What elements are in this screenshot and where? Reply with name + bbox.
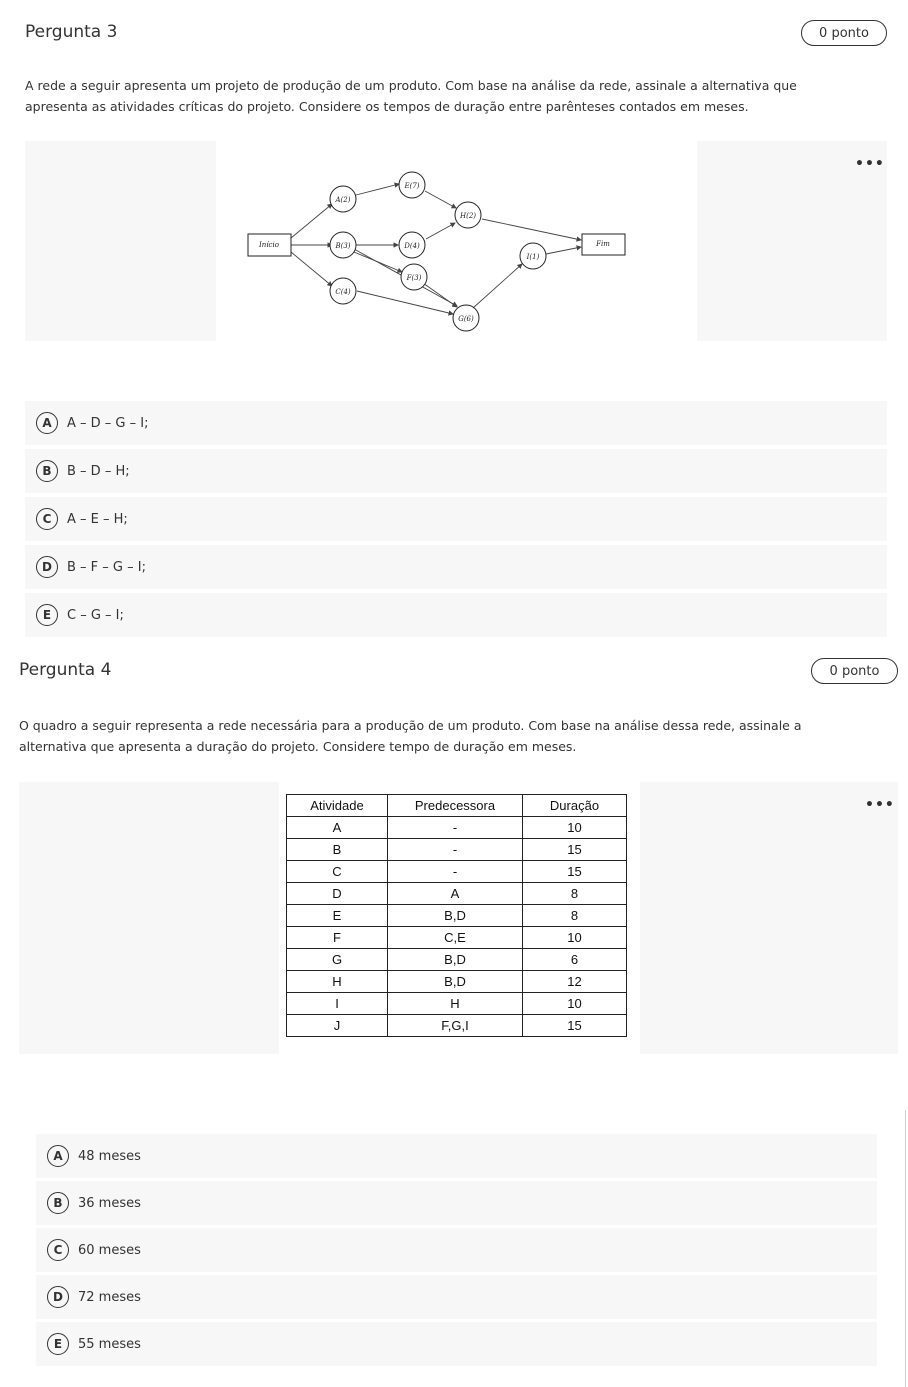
table-cell: J: [287, 1015, 388, 1037]
network-node-b-label: B(3): [335, 242, 351, 250]
table-cell: B: [287, 839, 388, 861]
option-letter-circle: C: [36, 508, 58, 530]
table-cell: D: [287, 883, 388, 905]
option-letter-circle: A: [36, 412, 58, 434]
question-4-image-right-pad: [640, 782, 898, 1054]
option-text: C – G – I;: [67, 607, 124, 623]
table-cell: B,D: [388, 949, 523, 971]
option-letter-circle: B: [36, 460, 58, 482]
question-4-statement-line-2: alternativa que apresenta a duração do projeto. Considere tempo de duração em meses.: [19, 739, 577, 754]
table-header-cell: Duração: [523, 795, 627, 817]
table-header-cell: Atividade: [287, 795, 388, 817]
table-cell: C,E: [388, 927, 523, 949]
question-4-more-menu-icon[interactable]: •••: [865, 797, 895, 813]
question-3-option-d[interactable]: [25, 545, 887, 589]
option-letter-circle: C: [47, 1239, 69, 1261]
table-cell: 10: [523, 993, 627, 1015]
option-letter-circle: D: [36, 556, 58, 578]
network-node-i-label: I(1): [526, 253, 540, 261]
question-4-image-left-pad: [19, 782, 279, 1054]
option-text: 60 meses: [78, 1242, 141, 1258]
question-3-more-menu-icon[interactable]: •••: [855, 156, 885, 172]
table-cell: 15: [523, 1015, 627, 1037]
table-cell: F,G,I: [388, 1015, 523, 1037]
option-text: A – D – G – I;: [67, 415, 149, 431]
option-letter-circle: D: [47, 1286, 69, 1308]
table-cell: 10: [523, 817, 627, 839]
option-text: 55 meses: [78, 1336, 141, 1352]
question-4-option-e[interactable]: [36, 1322, 877, 1366]
table-row: [287, 817, 627, 839]
page-scrollbar[interactable]: [905, 1110, 906, 1387]
table-cell: B,D: [388, 905, 523, 927]
question-4-statement-line-1: O quadro a seguir representa a rede necessária para a produção de um produto. Com base na análise dessa rede, assinale a: [19, 718, 802, 733]
network-node-a-label: A(2): [335, 196, 351, 204]
table-row: [287, 1015, 627, 1037]
network-node-e-label: E(7): [404, 182, 420, 190]
table-cell: 8: [523, 883, 627, 905]
table-row: [287, 861, 627, 883]
table-cell: 6: [523, 949, 627, 971]
network-node-c-label: C(4): [335, 288, 351, 296]
option-letter-circle: E: [47, 1333, 69, 1355]
option-text: A – E – H;: [67, 511, 128, 527]
option-text: B – F – G – I;: [67, 559, 146, 575]
option-text: 48 meses: [78, 1148, 141, 1164]
option-text: B – D – H;: [67, 463, 130, 479]
table-cell: -: [388, 817, 523, 839]
question-4-statement: [19, 715, 889, 757]
option-letter-circle: A: [47, 1145, 69, 1167]
question-3-statement-line-2: apresenta as atividades críticas do projeto. Considere os tempos de duração entre parênteses contados em meses.: [25, 99, 749, 114]
table-row: [287, 927, 627, 949]
table-cell: I: [287, 993, 388, 1015]
table-row: [287, 993, 627, 1015]
table-cell: 10: [523, 927, 627, 949]
table-cell: 15: [523, 861, 627, 883]
table-cell: F: [287, 927, 388, 949]
network-end-label: Fim: [596, 240, 610, 248]
table-cell: A: [388, 883, 523, 905]
table-cell: -: [388, 839, 523, 861]
table-row: [287, 839, 627, 861]
table-cell: H: [388, 993, 523, 1015]
option-letter-circle: B: [47, 1192, 69, 1214]
question-3-points-badge: 0 ponto: [801, 20, 887, 46]
option-text: 72 meses: [78, 1289, 141, 1305]
table-row: [287, 971, 627, 993]
table-header-row: [287, 795, 627, 817]
table-cell: E: [287, 905, 388, 927]
option-letter-circle: E: [36, 604, 58, 626]
question-3-network-diagram: [216, 141, 697, 341]
table-row: [287, 883, 627, 905]
table-header-cell: Predecessora: [388, 795, 523, 817]
network-node-d-label: D(4): [404, 242, 420, 250]
question-4-title: Pergunta 4: [19, 660, 112, 680]
table-row: [287, 905, 627, 927]
question-3-statement: [25, 75, 885, 117]
network-node-f-label: F(3): [406, 274, 422, 282]
table-cell: 15: [523, 839, 627, 861]
network-start-box: [248, 234, 291, 256]
question-4-option-b[interactable]: [36, 1181, 877, 1225]
question-3-image-left-pad: [25, 141, 216, 341]
network-node-g-label: G(6): [458, 315, 474, 323]
question-4-option-d[interactable]: [36, 1275, 877, 1319]
question-3-option-a[interactable]: [25, 401, 887, 445]
question-4-option-c[interactable]: [36, 1228, 877, 1272]
table-cell: C: [287, 861, 388, 883]
table-cell: -: [388, 861, 523, 883]
question-3-option-b[interactable]: [25, 449, 887, 493]
question-3-statement-line-1: A rede a seguir apresenta um projeto de produção de um produto. Com base na análise da rede, assinale a alternativa que: [25, 78, 797, 93]
table-cell: B,D: [388, 971, 523, 993]
question-3-title: Pergunta 3: [25, 22, 118, 42]
table-cell: A: [287, 817, 388, 839]
table-row: [287, 949, 627, 971]
network-start-label: Início: [259, 241, 279, 249]
question-3-option-c[interactable]: [25, 497, 887, 541]
network-end-box: [582, 234, 625, 255]
question-3-option-e[interactable]: [25, 593, 887, 637]
table-cell: 12: [523, 971, 627, 993]
question-4-option-a[interactable]: [36, 1134, 877, 1178]
question-4-activity-table: [286, 794, 627, 1037]
table-cell: 8: [523, 905, 627, 927]
table-cell: H: [287, 971, 388, 993]
option-text: 36 meses: [78, 1195, 141, 1211]
question-4-points-badge: 0 ponto: [811, 658, 898, 684]
network-node-h-label: H(2): [459, 212, 477, 220]
table-cell: G: [287, 949, 388, 971]
